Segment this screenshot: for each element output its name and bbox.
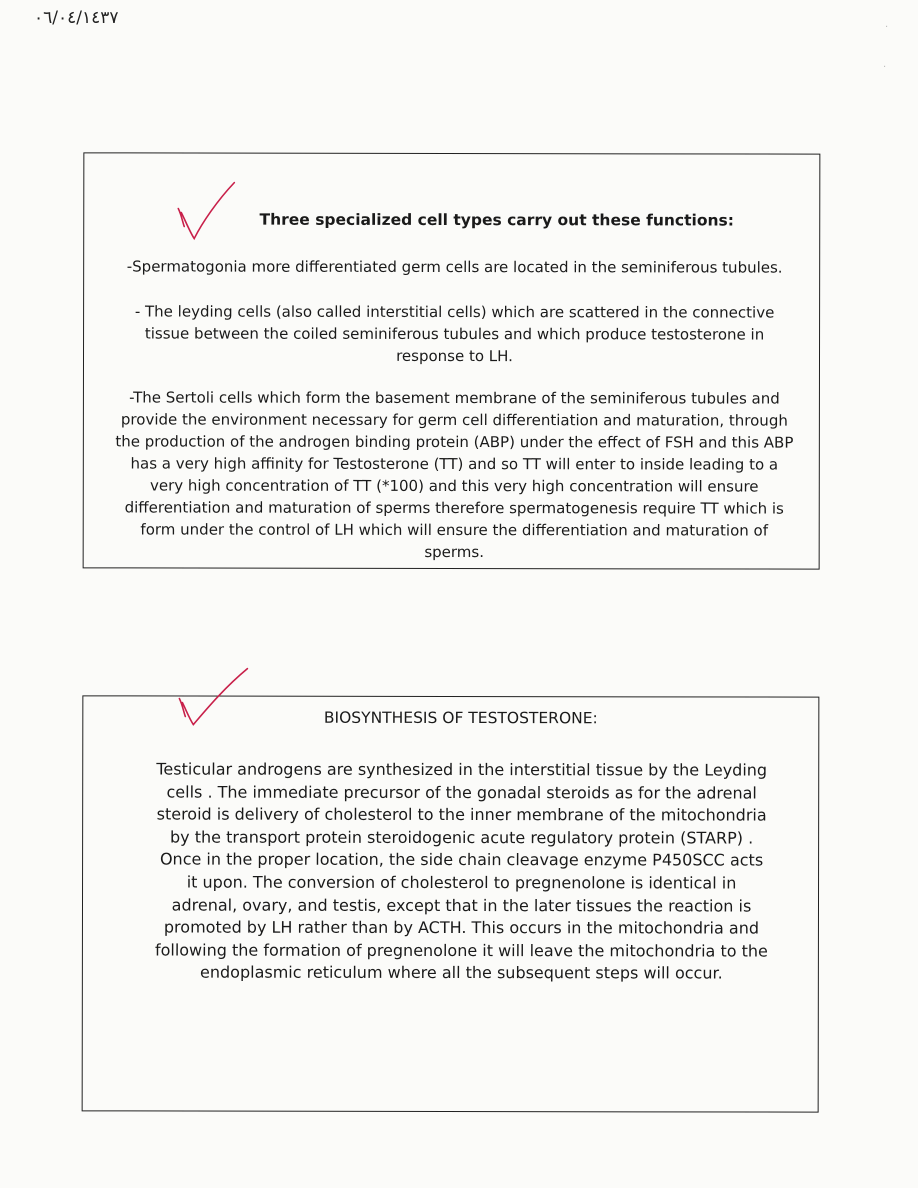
paragraph-leyding-cells: - The leyding cells (also called interstitial cells) which are scattered in the connective tissue between the coiled seminiferous tubules and which produce testosterone in response to LH. [134, 302, 775, 366]
paragraph-biosynthesis: Testicular androgens are synthesized in the interstitial tissue by the Leyding cells . The immediate precursor of the gonadal steroids as for the adrenal steroid is delivery of cholesterol to the inner membrane of the mitochondria by the transport protein steroidogenic acute regulatory protein (STARP) . Once in the proper location, the side chain cleavage enzyme P450SCC acts it upon. The conversion of cholesterol to pregnenolone is identical in adrenal, ovary, and testis, except that in the later tissues the reaction is promoted by LH rather than by ACTH. This occurs in the mitochondria and following the formation of pregnenolone it will leave the mitochondria to the endoplasmic reticulum where all the subsequent steps will occur. [154, 759, 768, 983]
scan-speck: · [883, 62, 887, 73]
paragraph-sertoli-cells: -The Sertoli cells which form the basement membrane of the seminiferous tubules and provide the environment necessary for germ cell differentiation and maturation, through the production of the androgen binding protein (ABP) under the effect of FSH and this ABP has a very high affinity for Testosterone (TT) and so TT will enter to inside leading to a very high concentration of TT (*100) and this very high concentration will ensure differentiation and maturation of sperms therefore spermatogenesis require TT which is form under the control of LH which will ensure the differentiation and maturation of sperms. [115, 388, 794, 562]
card-heading: BIOSYNTHESIS OF TESTOSTERONE: [323, 708, 598, 728]
card-cell-types [83, 152, 821, 569]
hijri-date-stamp: ٠٦/٠٤/١٤٣٧ [34, 8, 119, 28]
card-biosynthesis [82, 695, 820, 1112]
paragraph-spermatogonia: -Spermatogonia more differentiated germ cells are located in the seminiferous tubules. [126, 257, 783, 277]
scan-speck: · [885, 22, 889, 33]
card-heading: Three specialized cell types carry out these functions: [259, 210, 734, 230]
